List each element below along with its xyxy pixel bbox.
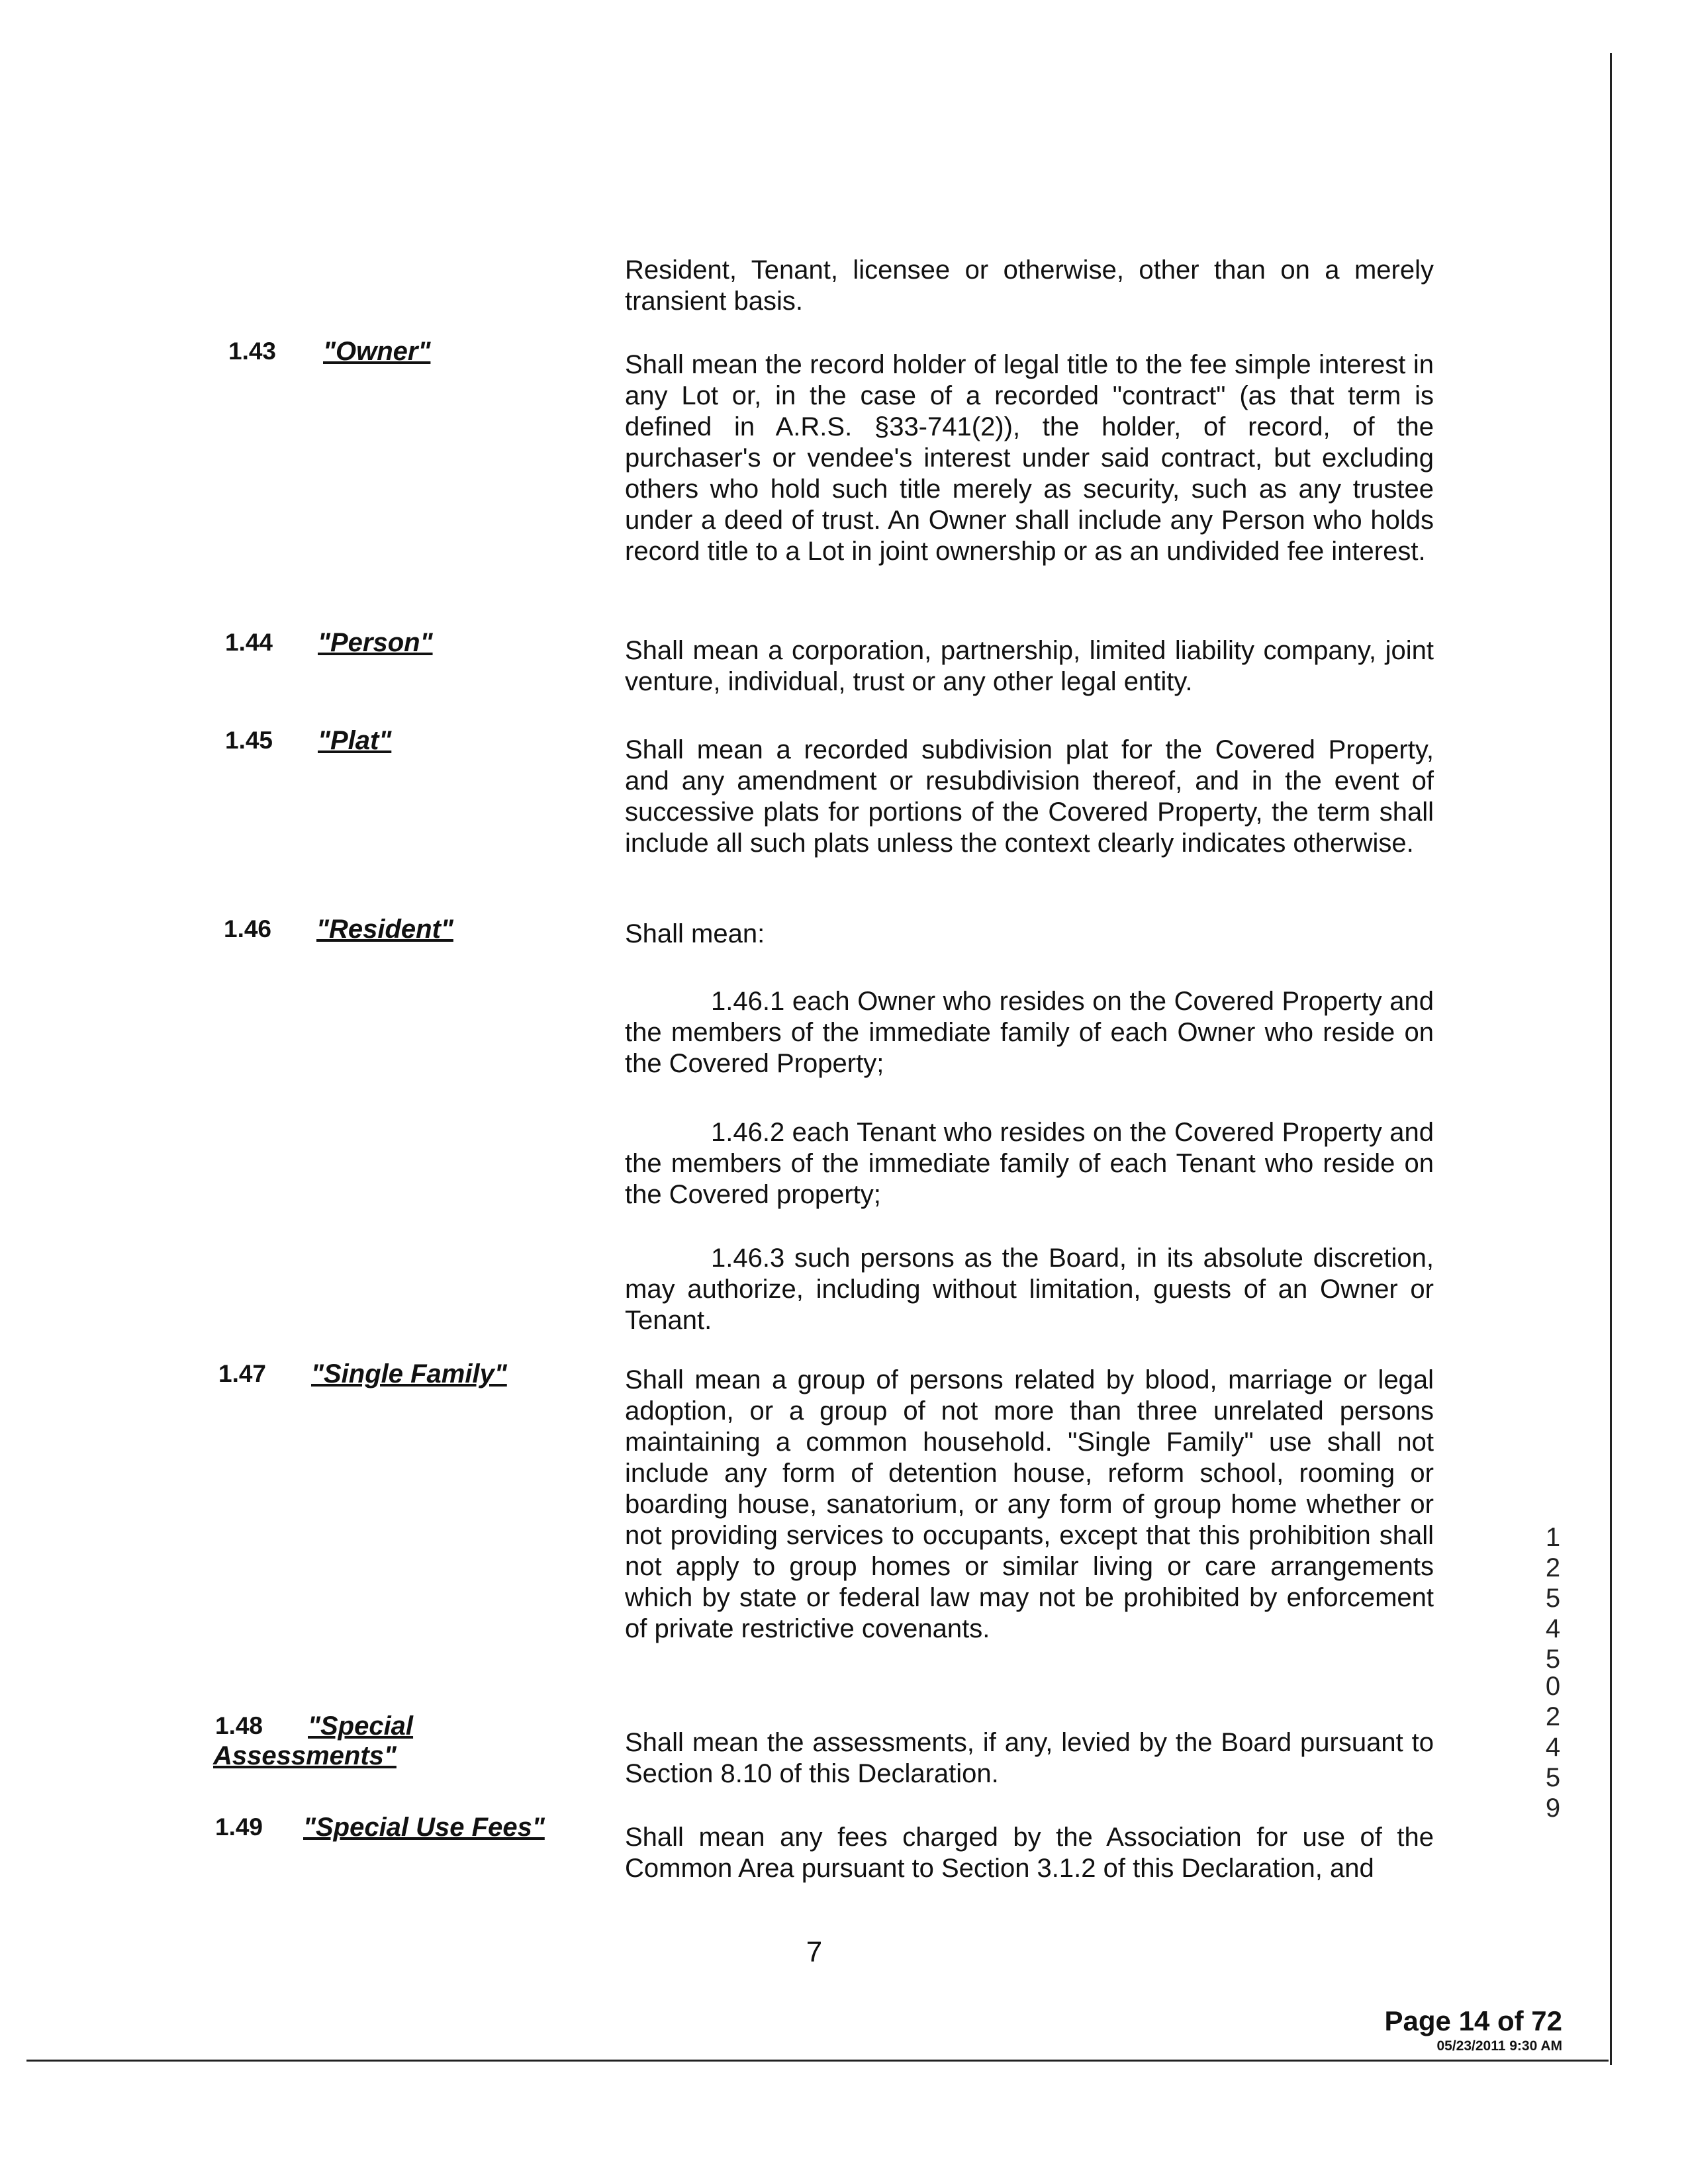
definition-term-resident: "Resident" (316, 915, 453, 944)
sub-definition-1-46-3: 1.46.3 such persons as the Board, in its absolute discretion, may authorize, including without limitation, guests of an Owner or Tenant. (625, 1244, 1434, 1335)
definition-term-person: "Person" (318, 628, 433, 657)
right-margin-line (1610, 53, 1612, 2065)
definition-text-special-assessments: Shall mean the assessments, if any, levied by the Board pursuant to Section 8.10 of this Declaration. (625, 1728, 1434, 1788)
definition-term-special-assessments-line2: Assessments" (213, 1741, 397, 1770)
definition-term-special-use-fees: "Special Use Fees" (303, 1813, 545, 1842)
definition-number: 1.45 (225, 727, 273, 754)
definition-number: 1.49 (215, 1813, 263, 1841)
definition-text-plat: Shall mean a recorded subdivision plat for the Covered Property, and any amendment or resubdivision thereof, and in the event of successive plats for portions of the Covered Property, the term shall include all such plats unless the context clearly indicates otherwise. (625, 735, 1434, 858)
side-recording-number-bottom: 0 2 4 5 9 (1545, 1672, 1561, 1823)
definition-term-single-family: "Single Family" (311, 1359, 507, 1388)
definition-number: 1.43 (228, 338, 277, 365)
definition-text-owner: Shall mean the record holder of legal title to the fee simple interest in any Lot or, in the case of a recorded "contract" (as that term is defined in A.R.S. §33-741(2)), the holder, of record, of the purchaser's or vendee's interest under said contract, but excluding others who hold such title merely as security, such as any trustee under a deed of trust. An Owner shall include any Person who holds record title to a Lot in joint ownership or as an undivided fee interest. (625, 350, 1434, 566)
bottom-rule (26, 2060, 1609, 2062)
page-number: 7 (806, 1936, 823, 1968)
sub-definition-1-46-1: 1.46.1 each Owner who resides on the Covered Property and the members of the immediate family of each Owner who reside on the Covered Property; (625, 987, 1434, 1078)
side-recording-number-top: 1 2 5 4 5 (1545, 1523, 1561, 1674)
definition-term-plat: "Plat" (318, 726, 392, 755)
recorder-datetime: 05/23/2011 9:30 AM (1436, 2038, 1562, 2054)
sub-definition-1-46-2: 1.46.2 each Tenant who resides on the Covered Property and the members of the immediate family of each Tenant who reside on the Covered property; (625, 1118, 1434, 1209)
continuation-text: Resident, Tenant, licensee or otherwise, other than on a merely transient basis. (625, 255, 1434, 316)
definition-text-special-use-fees: Shall mean any fees charged by the Association for use of the Common Area pursuant to Section 3.1.2 of this Declaration, and (625, 1823, 1434, 1883)
recorder-page-count: Page 14 of 72 (1384, 2005, 1562, 2036)
definition-text-resident: Shall mean: (625, 919, 765, 948)
definition-number: 1.44 (225, 629, 273, 656)
definition-term-special-assessments-line1: "Special (308, 1711, 414, 1741)
definition-text-person: Shall mean a corporation, partnership, limited liability company, joint venture, individual, trust or any other legal entity. (625, 636, 1434, 696)
definition-term-owner: "Owner" (323, 337, 431, 366)
definition-number: 1.48 (215, 1712, 263, 1739)
definition-number: 1.46 (224, 915, 272, 942)
definition-text-single-family: Shall mean a group of persons related by blood, marriage or legal adoption, or a group of not more than three unrelated persons maintaining a common household. "Single Family" use shall not include any form of detention house, reform school, rooming or boarding house, sanatorium, or any form of group home whether or not providing services to occupants, except that this prohibition shall not apply to group homes or similar living or care arrangements which by state or federal law may not be prohibited by enforcement of private restrictive covenants. (625, 1365, 1434, 1643)
definition-number: 1.47 (218, 1360, 267, 1387)
